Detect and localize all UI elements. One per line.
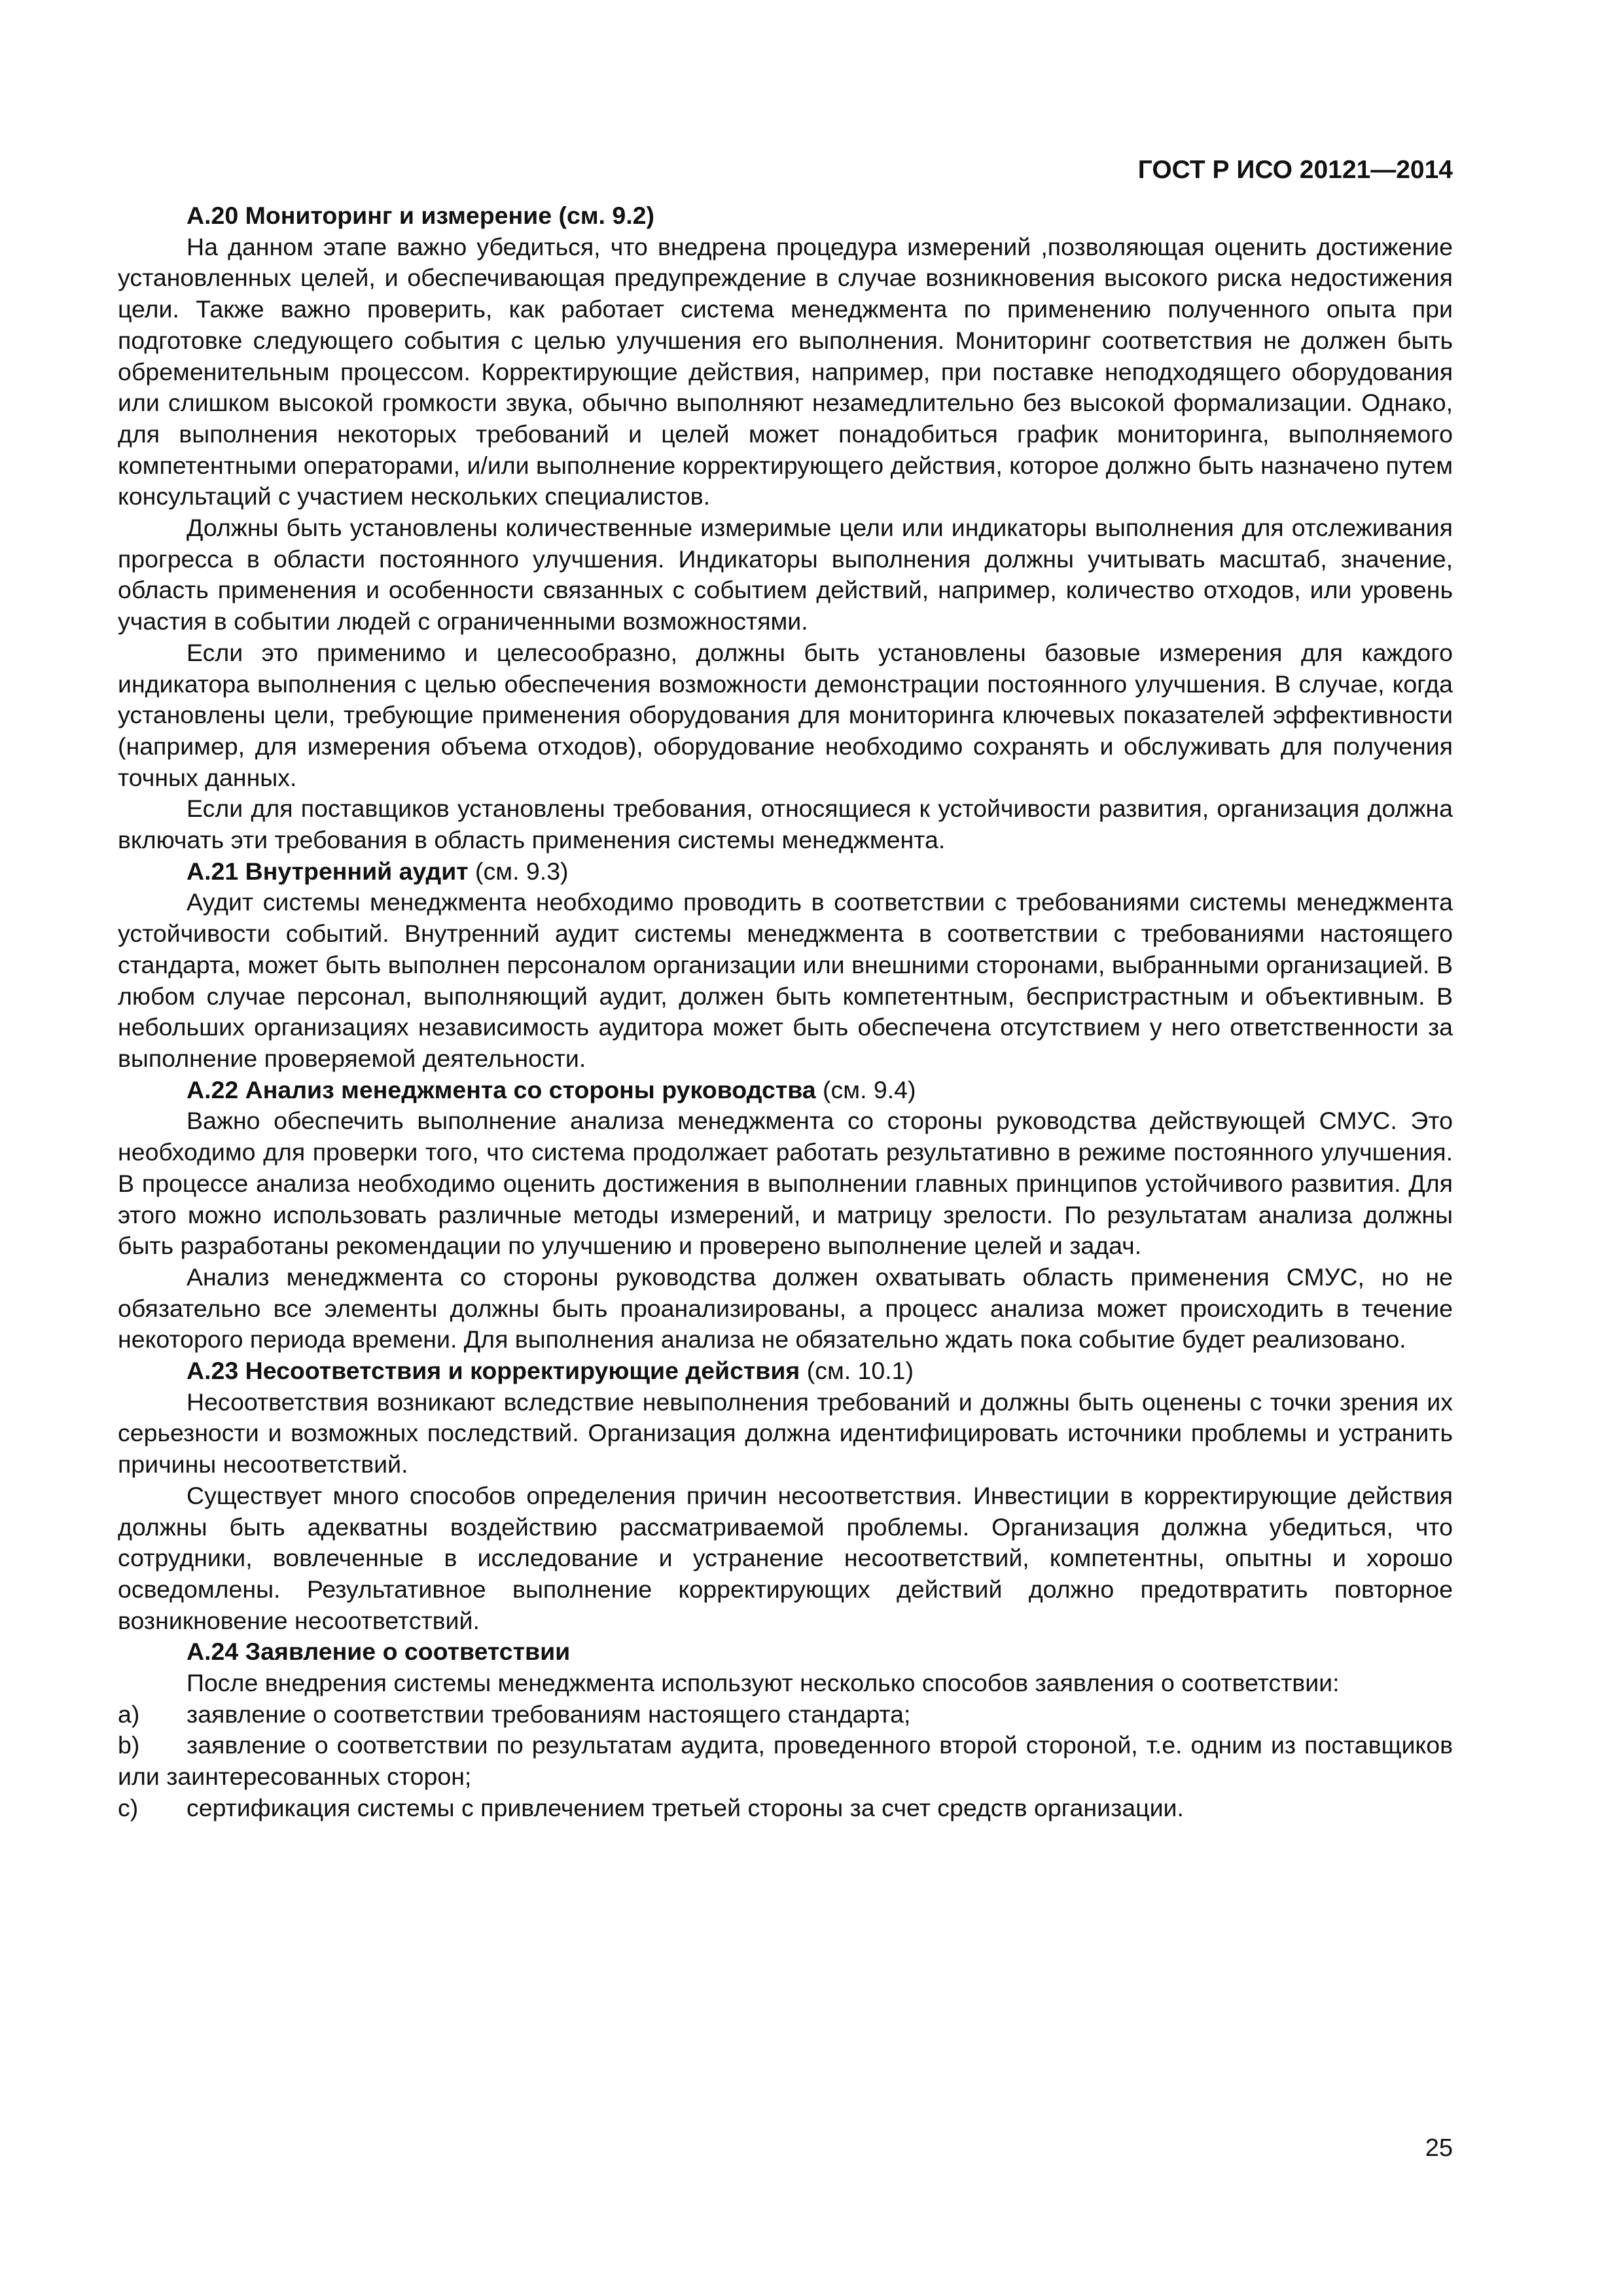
document-id: ГОСТ Р ИСО 20121—2014: [1137, 156, 1453, 184]
list-item-marker: c): [118, 1793, 139, 1821]
section-heading-a23-ref: (см. 10.1): [800, 1357, 914, 1385]
list-item: [118, 1730, 1453, 1792]
list-item-marker: a): [118, 1700, 140, 1728]
section-heading-a22-ref: (см. 9.4): [815, 1075, 916, 1103]
paragraph: Важно обеспечить выполнение анализа менеджмента со стороны руководства действующей СМУС. Это необходимо для проверки того, что система продолжает работать результативно в режиме постоянного улучшения. В процессе анализа необходимо оценить достижения в выполнении главных принципов устойчивого развития. Для этого можно использовать различные методы измерений, и матрицу зрелости. По результатам анализа должны быть разработаны рекомендации по улучшению и проверено выполнение целей и задач.: [118, 1107, 1453, 1260]
page-number: 25: [1425, 2134, 1453, 2162]
section-heading-a21: [118, 856, 1453, 888]
section-heading-a20-title: А.20 Мониторинг и измерение (см. 9.2): [187, 202, 655, 229]
paragraph: Анализ менеджмента со стороны руководства должен охватывать область применения СМУС, но не обязательно все элементы должны быть проанализированы, а процесс анализа может происходить в течение некоторого периода времени. Для выполнения анализа не обязательно ждать пока событие будет реализовано.: [118, 1263, 1453, 1354]
document-body: [118, 200, 1453, 1824]
paragraph: На данном этапе важно убедиться, что внедрена процедура измерений ,позволяющая оценить достижение установленных целей, и обеспечивающая предупреждение в случае возникновения высокого риска недостижения цели. Также важно проверить, как работает система менеджмента по применению полученного опыта при подготовке следующего события с целью улучшения его выполнения. Мониторинг соответствия не должен быть обременительным процессом. Корректирующие действия, например, при поставке неподходящего оборудования или слишком высокой громкости звука, обычно выполняют незамедлительно без высокой формализации. Однако, для выполнения некоторых требований и целей может понадобиться график мониторинга, выполняемого компетентными операторами, и/или выполнение корректирующего действия, которое должно быть назначено путем консультаций с участием нескольких специалистов.: [118, 232, 1453, 511]
paragraph: Аудит системы менеджмента необходимо проводить в соответствии с требованиями системы менеджмента устойчивости событий. Внутренний аудит системы менеджмента в соответствии с требованиями настоящего стандарта, может быть выполнен персоналом организации или внешними сторонами, выбранными организацией. В любом случае персонал, выполняющий аудит, должен быть компетентным, беспристрастным и объективным. В небольших организациях независимость аудитора может быть обеспечена отсутствием у него ответственности за выполнение проверяемой деятельности.: [118, 888, 1453, 1072]
section-heading-a24: [118, 1636, 1453, 1668]
section-heading-a20: [118, 200, 1453, 232]
paragraph: Несоответствия возникают вследствие невыполнения требований и должны быть оценены с точки зрения их серьезности и возможных последствий. Организация должна идентифицировать источники проблемы и устранить причины несоответствий.: [118, 1388, 1453, 1479]
section-heading-a22-title: А.22 Анализ менеджмента со стороны руководства: [187, 1075, 816, 1103]
list-item-text: сертификация системы с привлечением третьей стороны за счет средств организации.: [187, 1793, 1184, 1821]
paragraph: Существует много способов определения причин несоответствия. Инвестиции в корректирующие действия должны быть адекватны воздействию рассматриваемой проблемы. Организация должна убедиться, что сотрудники, вовлеченные в исследование и устранение несоответствий, компетентны, опытны и хорошо осведомлены. Результативное выполнение корректирующих действий должно предотвратить повторное возникновение несоответствий.: [118, 1481, 1453, 1634]
list-item-text: заявление о соответствии требованиям настоящего стандарта;: [187, 1700, 911, 1728]
paragraph: Должны быть установлены количественные измеримые цели или индикаторы выполнения для отслеживания прогресса в области постоянного улучшения. Индикаторы выполнения должны учитывать масштаб, значение, область применения и особенности связанных с событием действий, например, количество отходов, или уровень участия в событии людей с ограниченными возможностями.: [118, 514, 1453, 636]
list-item: [118, 1793, 1453, 1824]
section-heading-a23: [118, 1355, 1453, 1387]
paragraph: Если это применимо и целесообразно, должны быть установлены базовые измерения для каждого индикатора выполнения с целью обеспечения возможности демонстрации постоянного улучшения. В случае, когда установлены цели, требующие применения оборудования для мониторинга ключевых показателей эффективности (например, для измерения объема отходов), оборудование необходимо сохранять и обслуживать для получения точных данных.: [118, 638, 1453, 791]
list-item-marker: b): [118, 1731, 140, 1759]
list-item-text: заявление о соответствии по результатам аудита, проведенного второй стороной, т.е. одним из поставщиков или заинтересованных сторон;: [118, 1731, 1453, 1791]
section-heading-a21-title: А.21 Внутренний аудит: [187, 857, 469, 885]
paragraph: После внедрения системы менеджмента используют несколько способов заявления о соответствии:: [187, 1669, 1340, 1697]
paragraph: Если для поставщиков установлены требования, относящиеся к устойчивости развития, организация должна включать эти требования в область применения системы менеджмента.: [118, 795, 1453, 854]
section-heading-a22: [118, 1075, 1453, 1106]
section-heading-a23-title: А.23 Несоответствия и корректирующие действия: [187, 1357, 800, 1385]
list-item: [118, 1699, 1453, 1731]
section-heading-a24-title: А.24 Заявление о соответствии: [187, 1638, 571, 1666]
section-heading-a21-ref: (см. 9.3): [468, 857, 569, 885]
